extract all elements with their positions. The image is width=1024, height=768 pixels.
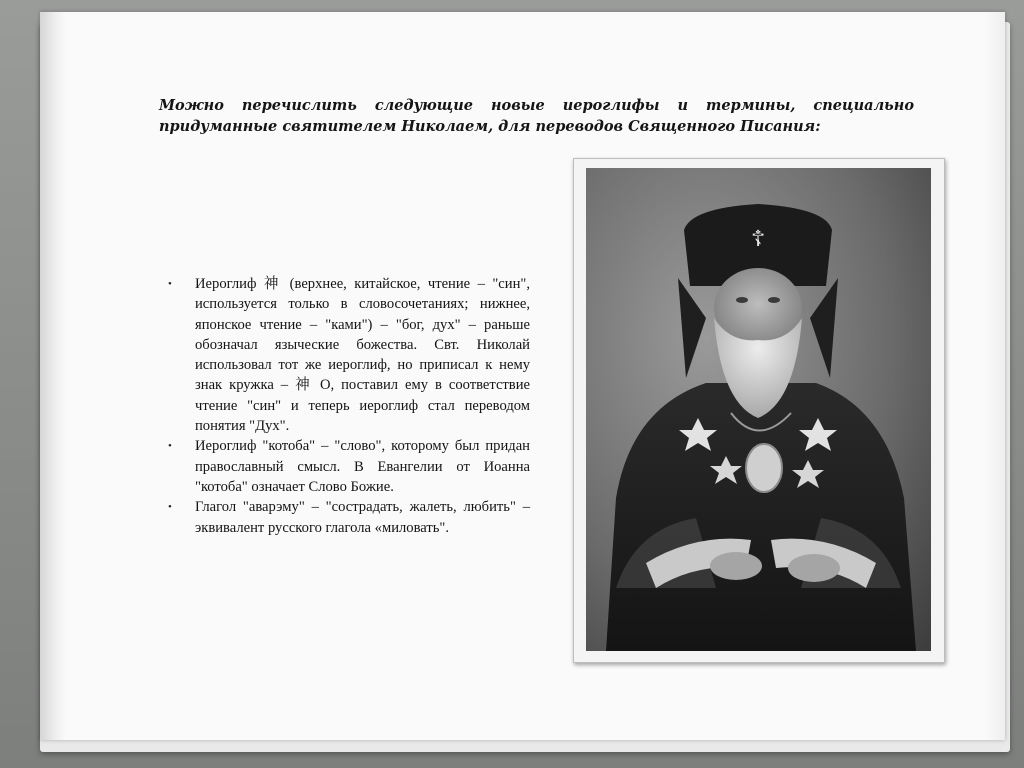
bullet-icon: • (168, 278, 172, 290)
portrait-illustration (586, 168, 931, 651)
list-item (168, 274, 530, 436)
list-item (168, 436, 530, 497)
list-item-text: Иероглиф 神 (верхнее, китайское, чтение – "син", используется только в словосочетаниях; нижнее, японское чтение – "ками") – "бог, дух" – раньше обозначал языческие божества. Свт. Николай использовал тот же иероглиф, но приписал к нему знак кружка – 神 О, поставил ему в соответствие чтение "син" и теперь иероглиф стал переводом понятия "Дух". (195, 276, 530, 435)
list-item (168, 497, 530, 538)
list-item-text: Глагол "аварэму" – "сострадать, жалеть, любить" – эквивалент русского глагола «миловать". (195, 499, 530, 536)
portrait-photo (586, 168, 931, 651)
photo-frame (573, 158, 945, 663)
slide-heading: Можно перечислить следующие новые иероглифы и термины, специально придуманные святителем Николаем, для переводов Священного Писания: (159, 97, 914, 135)
bullet-icon: • (168, 440, 172, 453)
left-eye (736, 297, 748, 303)
right-hand (788, 554, 840, 582)
cross-icon: ☦ (750, 227, 766, 252)
panagia-icon (746, 444, 782, 492)
book-spine (40, 12, 66, 740)
bullet-icon: • (168, 501, 172, 514)
list-item-text: Иероглиф "котоба" – "слово", которому был придан православный смысл. В Евангелии от Иоанна "котоба" означает Слово Божие. (195, 438, 530, 495)
bullet-list (168, 274, 530, 538)
left-hand (710, 552, 762, 580)
robe (606, 383, 916, 651)
right-eye (768, 297, 780, 303)
page-edge (985, 12, 1005, 740)
